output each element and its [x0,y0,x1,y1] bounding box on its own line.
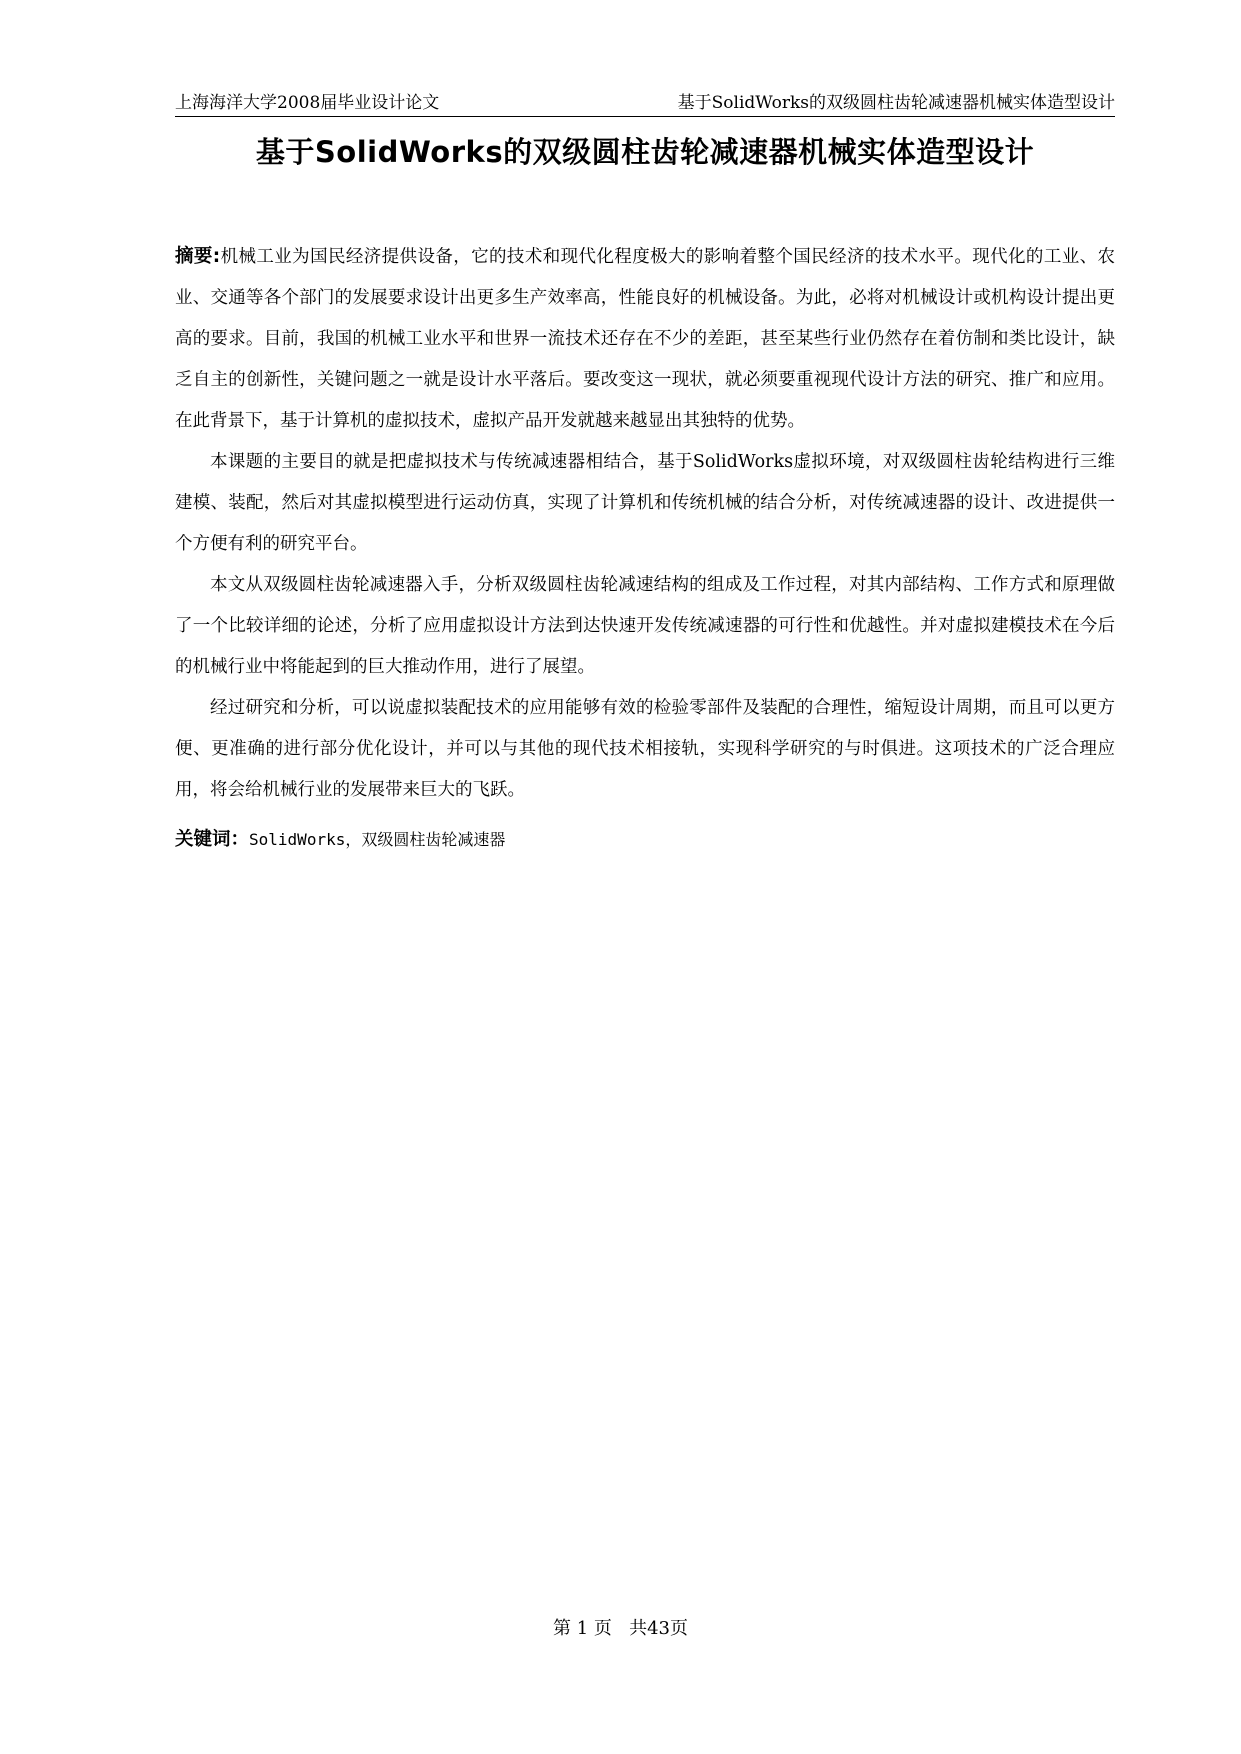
document-title: 基于SolidWorks的双级圆柱齿轮减速器机械实体造型设计 [255,135,1035,169]
keywords-label: 关键词： [175,829,250,850]
page-footer: 第 1 页 共43页 [553,1618,688,1639]
header-right-text: 基于SolidWorks的双级圆柱齿轮减速器机械实体造型设计 [677,93,1115,113]
abstract-label: 摘要: [175,246,221,267]
abstract-paragraph-4: 经过研究和分析，可以说虚拟装配技术的应用能够有效的检验零部件及装配的合理性，缩短设计周期，而且可以更方便、更准确的进行部分优化设计，并可以与其他的现代技术相接轨，实现科学研究的与时俱进。这项技术的广泛合理应用，将会给机械行业的发展带来巨大的飞跃。 [175,698,1115,800]
abstract-paragraph-1 [175,236,1115,442]
page-header [175,86,1115,117]
keywords-line [175,819,1115,861]
abstract-section [175,236,1115,861]
header-left-text: 上海海洋大学2008届毕业设计论文 [175,93,440,113]
abstract-paragraph-1-text: 机械工业为国民经济提供设备，它的技术和现代化程度极大的影响着整个国民经济的技术水平。现代化的工业、农业、交通等各个部门的发展要求设计出更多生产效率高，性能良好的机械设备。为此，必将对机械设计或机构设计提出更高的要求。目前，我国的机械工业水平和世界一流技术还存在不少的差距，甚至某些行业仍然存在着仿制和类比设计，缺乏自主的创新性，关键问题之一就是设计水平落后。要改变这一现状，就必须要重视现代设计方法的研究、推广和应用。在此背景下，基于计算机的虚拟技术，虚拟产品开发就越来越显出其独特的优势。 [175,247,1116,431]
keywords-value: SolidWorks，双级圆柱齿轮减速器 [249,830,506,849]
abstract-paragraph-3: 本文从双级圆柱齿轮减速器入手，分析双级圆柱齿轮减速结构的组成及工作过程，对其内部结构、工作方式和原理做了一个比较详细的论述，分析了应用虚拟设计方法到达快速开发传统减速器的可行性和优越性。并对虚拟建模技术在今后的机械行业中将能起到的巨大推动作用，进行了展望。 [175,575,1115,677]
abstract-paragraph-2: 本课题的主要目的就是把虚拟技术与传统减速器相结合，基于SolidWorks虚拟环境，对双级圆柱齿轮结构进行三维建模、装配，然后对其虚拟模型进行运动仿真，实现了计算机和传统机械的结合分析，对传统减速器的设计、改进提供一个方便有利的研究平台。 [175,452,1115,554]
